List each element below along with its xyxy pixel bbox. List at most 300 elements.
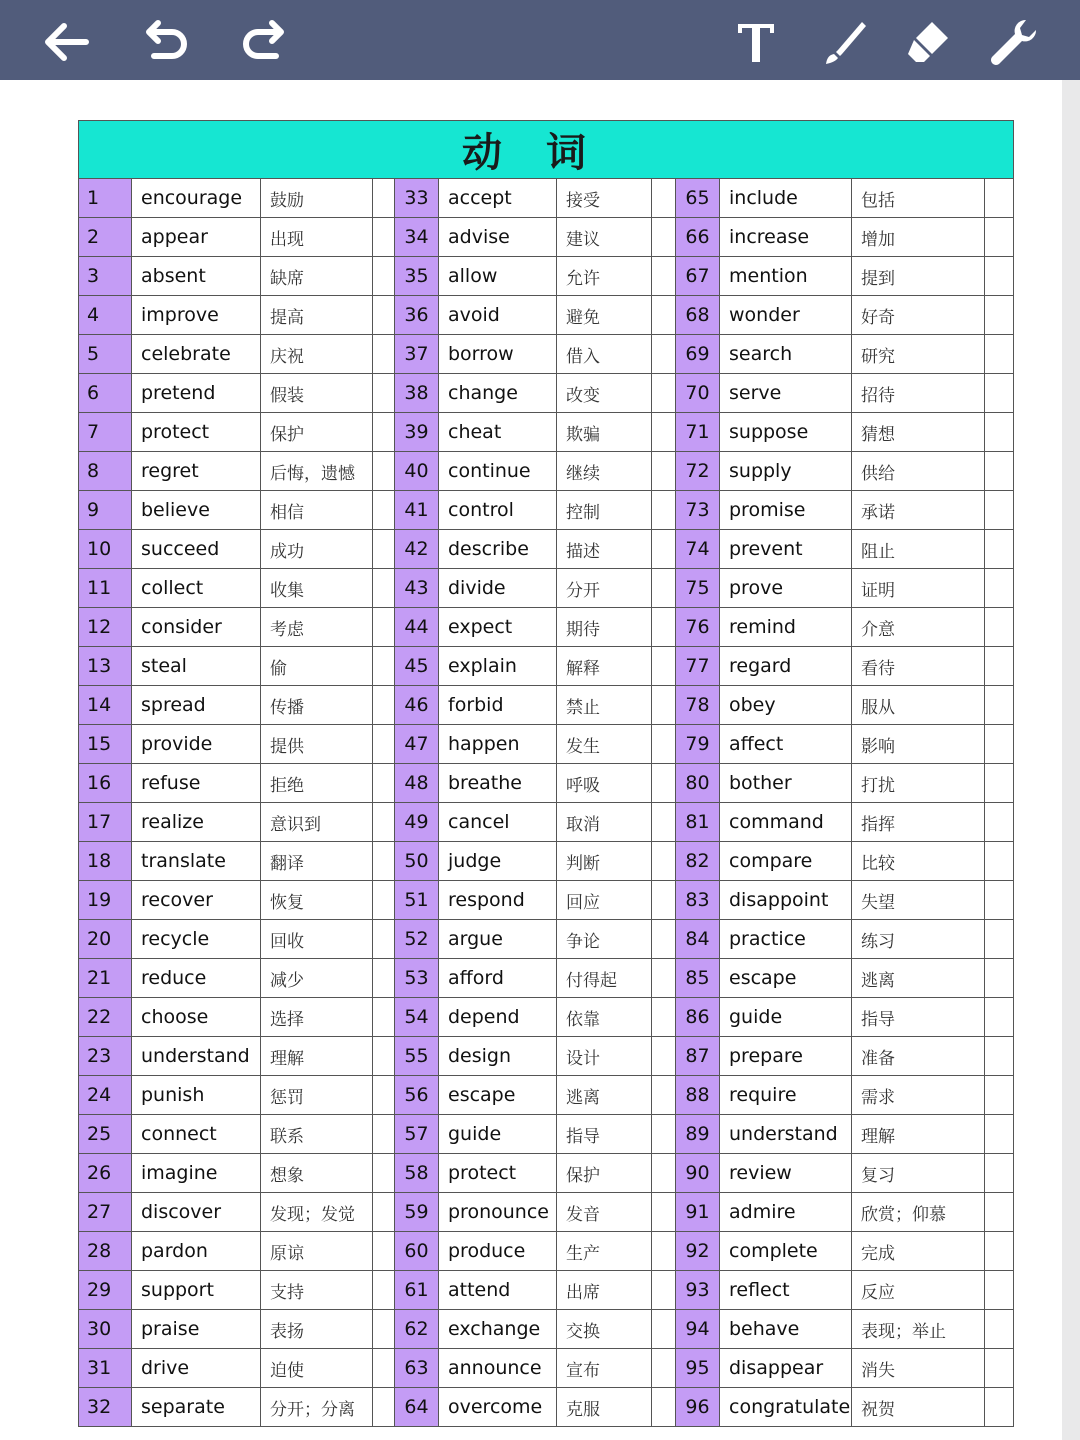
english-word: support xyxy=(132,1271,261,1310)
empty-cell xyxy=(985,1154,1014,1193)
chinese-meaning: 偷 xyxy=(261,647,373,686)
word-number: 4 xyxy=(79,296,132,335)
chinese-meaning: 期待 xyxy=(557,608,652,647)
word-number: 1 xyxy=(79,179,132,218)
chinese-meaning: 继续 xyxy=(557,452,652,491)
word-number: 74 xyxy=(676,530,720,569)
empty-cell xyxy=(985,608,1014,647)
chinese-meaning: 表现；举止 xyxy=(852,1310,985,1349)
word-number: 54 xyxy=(395,998,439,1037)
english-word: avoid xyxy=(439,296,557,335)
document-page xyxy=(0,80,1062,1440)
word-number: 72 xyxy=(676,452,720,491)
chinese-meaning: 指导 xyxy=(557,1115,652,1154)
english-word: remind xyxy=(720,608,852,647)
english-word: prevent xyxy=(720,530,852,569)
empty-cell xyxy=(373,998,395,1037)
chinese-meaning: 服从 xyxy=(852,686,985,725)
chinese-meaning: 发现；发觉 xyxy=(261,1193,373,1232)
empty-cell xyxy=(373,218,395,257)
table-row xyxy=(79,218,1014,257)
empty-cell xyxy=(373,1232,395,1271)
empty-cell xyxy=(373,1193,395,1232)
chinese-meaning: 改变 xyxy=(557,374,652,413)
empty-cell xyxy=(985,413,1014,452)
word-number: 40 xyxy=(395,452,439,491)
word-number: 36 xyxy=(395,296,439,335)
vocabulary-table xyxy=(78,120,1014,1427)
word-number: 12 xyxy=(79,608,132,647)
empty-cell xyxy=(985,1271,1014,1310)
chinese-meaning: 成功 xyxy=(261,530,373,569)
english-word: appear xyxy=(132,218,261,257)
chinese-meaning: 减少 xyxy=(261,959,373,998)
table-row xyxy=(79,491,1014,530)
undo-icon xyxy=(140,16,192,68)
empty-cell xyxy=(652,179,676,218)
table-row xyxy=(79,1037,1014,1076)
chinese-meaning: 增加 xyxy=(852,218,985,257)
empty-cell xyxy=(373,1349,395,1388)
english-word: require xyxy=(720,1076,852,1115)
word-number: 70 xyxy=(676,374,720,413)
word-number: 24 xyxy=(79,1076,132,1115)
table-row xyxy=(79,374,1014,413)
word-number: 73 xyxy=(676,491,720,530)
chinese-meaning: 比较 xyxy=(852,842,985,881)
chinese-meaning: 祝贺 xyxy=(852,1388,985,1427)
word-number: 57 xyxy=(395,1115,439,1154)
word-number: 2 xyxy=(79,218,132,257)
empty-cell xyxy=(985,881,1014,920)
empty-cell xyxy=(373,413,395,452)
empty-cell xyxy=(373,647,395,686)
redo-icon xyxy=(238,16,290,68)
table-row xyxy=(79,647,1014,686)
chinese-meaning: 好奇 xyxy=(852,296,985,335)
chinese-meaning: 选择 xyxy=(261,998,373,1037)
table-row xyxy=(79,1310,1014,1349)
word-number: 45 xyxy=(395,647,439,686)
english-word: protect xyxy=(132,413,261,452)
chinese-meaning: 相信 xyxy=(261,491,373,530)
table-row xyxy=(79,1154,1014,1193)
english-word: discover xyxy=(132,1193,261,1232)
chinese-meaning: 提到 xyxy=(852,257,985,296)
english-word: advise xyxy=(439,218,557,257)
empty-cell xyxy=(985,959,1014,998)
eraser-button[interactable] xyxy=(900,14,956,70)
english-word: praise xyxy=(132,1310,261,1349)
word-number: 61 xyxy=(395,1271,439,1310)
table-row xyxy=(79,179,1014,218)
english-word: realize xyxy=(132,803,261,842)
english-word: expect xyxy=(439,608,557,647)
empty-cell xyxy=(985,218,1014,257)
empty-cell xyxy=(985,335,1014,374)
english-word: produce xyxy=(439,1232,557,1271)
empty-cell xyxy=(652,1310,676,1349)
word-number: 47 xyxy=(395,725,439,764)
empty-cell xyxy=(652,569,676,608)
chinese-meaning: 控制 xyxy=(557,491,652,530)
empty-cell xyxy=(373,608,395,647)
empty-cell xyxy=(985,257,1014,296)
word-number: 66 xyxy=(676,218,720,257)
chinese-meaning: 避免 xyxy=(557,296,652,335)
table-row xyxy=(79,1232,1014,1271)
word-number: 34 xyxy=(395,218,439,257)
word-number: 19 xyxy=(79,881,132,920)
chinese-meaning: 介意 xyxy=(852,608,985,647)
chinese-meaning: 逃离 xyxy=(852,959,985,998)
word-number: 52 xyxy=(395,920,439,959)
word-number: 31 xyxy=(79,1349,132,1388)
empty-cell xyxy=(373,296,395,335)
table-row xyxy=(79,296,1014,335)
chinese-meaning: 迫使 xyxy=(261,1349,373,1388)
word-number: 41 xyxy=(395,491,439,530)
table-row xyxy=(79,686,1014,725)
chinese-meaning: 理解 xyxy=(261,1037,373,1076)
chinese-meaning: 打扰 xyxy=(852,764,985,803)
empty-cell xyxy=(985,569,1014,608)
word-number: 10 xyxy=(79,530,132,569)
table-row xyxy=(79,881,1014,920)
english-word: absent xyxy=(132,257,261,296)
chinese-meaning: 研究 xyxy=(852,335,985,374)
word-number: 86 xyxy=(676,998,720,1037)
empty-cell xyxy=(652,452,676,491)
settings-button[interactable] xyxy=(984,14,1040,70)
chinese-meaning: 描述 xyxy=(557,530,652,569)
table-row xyxy=(79,257,1014,296)
word-number: 78 xyxy=(676,686,720,725)
empty-cell xyxy=(373,842,395,881)
chinese-meaning: 承诺 xyxy=(852,491,985,530)
chinese-meaning: 影响 xyxy=(852,725,985,764)
english-word: recycle xyxy=(132,920,261,959)
word-number: 64 xyxy=(395,1388,439,1427)
english-word: steal xyxy=(132,647,261,686)
chinese-meaning: 拒绝 xyxy=(261,764,373,803)
english-word: disappear xyxy=(720,1349,852,1388)
chinese-meaning: 接受 xyxy=(557,179,652,218)
english-word: search xyxy=(720,335,852,374)
english-word: borrow xyxy=(439,335,557,374)
word-number: 3 xyxy=(79,257,132,296)
english-word: regard xyxy=(720,647,852,686)
word-number: 53 xyxy=(395,959,439,998)
table-row xyxy=(79,530,1014,569)
english-word: cheat xyxy=(439,413,557,452)
empty-cell xyxy=(652,413,676,452)
english-word: escape xyxy=(720,959,852,998)
table-row xyxy=(79,842,1014,881)
english-word: spread xyxy=(132,686,261,725)
chinese-meaning: 反应 xyxy=(852,1271,985,1310)
english-word: design xyxy=(439,1037,557,1076)
word-number: 89 xyxy=(676,1115,720,1154)
english-word: increase xyxy=(720,218,852,257)
english-word: describe xyxy=(439,530,557,569)
word-number: 20 xyxy=(79,920,132,959)
chinese-meaning: 消失 xyxy=(852,1349,985,1388)
chinese-meaning: 阻止 xyxy=(852,530,985,569)
chinese-meaning: 提高 xyxy=(261,296,373,335)
empty-cell xyxy=(373,530,395,569)
empty-cell xyxy=(652,647,676,686)
chinese-meaning: 呼吸 xyxy=(557,764,652,803)
word-number: 55 xyxy=(395,1037,439,1076)
english-word: bother xyxy=(720,764,852,803)
english-word: believe xyxy=(132,491,261,530)
empty-cell xyxy=(373,959,395,998)
chinese-meaning: 后悔，遗憾 xyxy=(261,452,373,491)
table-row xyxy=(79,452,1014,491)
chinese-meaning: 考虑 xyxy=(261,608,373,647)
settings-wrench-icon xyxy=(986,16,1038,68)
word-number: 90 xyxy=(676,1154,720,1193)
table-row xyxy=(79,803,1014,842)
empty-cell xyxy=(985,725,1014,764)
eraser-icon xyxy=(902,16,954,68)
word-number: 11 xyxy=(79,569,132,608)
word-number: 71 xyxy=(676,413,720,452)
empty-cell xyxy=(985,1193,1014,1232)
english-word: practice xyxy=(720,920,852,959)
word-number: 46 xyxy=(395,686,439,725)
chinese-meaning: 判断 xyxy=(557,842,652,881)
word-number: 63 xyxy=(395,1349,439,1388)
word-number: 16 xyxy=(79,764,132,803)
word-number: 83 xyxy=(676,881,720,920)
empty-cell xyxy=(985,1076,1014,1115)
table-row xyxy=(79,1271,1014,1310)
english-word: drive xyxy=(132,1349,261,1388)
word-number: 50 xyxy=(395,842,439,881)
word-number: 8 xyxy=(79,452,132,491)
chinese-meaning: 惩罚 xyxy=(261,1076,373,1115)
chinese-meaning: 练习 xyxy=(852,920,985,959)
word-number: 67 xyxy=(676,257,720,296)
empty-cell xyxy=(373,881,395,920)
english-word: accept xyxy=(439,179,557,218)
table-row xyxy=(79,569,1014,608)
empty-cell xyxy=(985,374,1014,413)
english-word: promise xyxy=(720,491,852,530)
empty-cell xyxy=(652,530,676,569)
chinese-meaning: 指导 xyxy=(852,998,985,1037)
english-word: protect xyxy=(439,1154,557,1193)
english-word: forbid xyxy=(439,686,557,725)
word-number: 13 xyxy=(79,647,132,686)
english-word: wonder xyxy=(720,296,852,335)
word-number: 91 xyxy=(676,1193,720,1232)
english-word: collect xyxy=(132,569,261,608)
word-number: 18 xyxy=(79,842,132,881)
english-word: review xyxy=(720,1154,852,1193)
word-number: 29 xyxy=(79,1271,132,1310)
empty-cell xyxy=(652,764,676,803)
english-word: prove xyxy=(720,569,852,608)
word-number: 69 xyxy=(676,335,720,374)
empty-cell xyxy=(652,1232,676,1271)
word-number: 43 xyxy=(395,569,439,608)
english-word: escape xyxy=(439,1076,557,1115)
text-tool-button[interactable] xyxy=(728,14,784,70)
word-number: 77 xyxy=(676,647,720,686)
word-number: 48 xyxy=(395,764,439,803)
empty-cell xyxy=(985,998,1014,1037)
chinese-meaning: 分开；分离 xyxy=(261,1388,373,1427)
table-row xyxy=(79,608,1014,647)
word-number: 92 xyxy=(676,1232,720,1271)
empty-cell xyxy=(373,1154,395,1193)
empty-cell xyxy=(652,1193,676,1232)
english-word: understand xyxy=(720,1115,852,1154)
english-word: recover xyxy=(132,881,261,920)
english-word: cancel xyxy=(439,803,557,842)
word-number: 80 xyxy=(676,764,720,803)
chinese-meaning: 庆祝 xyxy=(261,335,373,374)
empty-cell xyxy=(985,920,1014,959)
word-number: 60 xyxy=(395,1232,439,1271)
empty-cell xyxy=(985,491,1014,530)
empty-cell xyxy=(985,1037,1014,1076)
chinese-meaning: 假装 xyxy=(261,374,373,413)
word-number: 28 xyxy=(79,1232,132,1271)
empty-cell xyxy=(985,842,1014,881)
word-number: 65 xyxy=(676,179,720,218)
empty-cell xyxy=(373,725,395,764)
empty-cell xyxy=(373,335,395,374)
english-word: separate xyxy=(132,1388,261,1427)
empty-cell xyxy=(985,1310,1014,1349)
chinese-meaning: 设计 xyxy=(557,1037,652,1076)
chinese-meaning: 克服 xyxy=(557,1388,652,1427)
chinese-meaning: 分开 xyxy=(557,569,652,608)
english-word: overcome xyxy=(439,1388,557,1427)
english-word: celebrate xyxy=(132,335,261,374)
table-row xyxy=(79,998,1014,1037)
empty-cell xyxy=(373,686,395,725)
english-word: congratulate xyxy=(720,1388,852,1427)
english-word: judge xyxy=(439,842,557,881)
back-button[interactable] xyxy=(38,14,94,70)
word-number: 49 xyxy=(395,803,439,842)
table-row xyxy=(79,335,1014,374)
english-word: pardon xyxy=(132,1232,261,1271)
word-number: 7 xyxy=(79,413,132,452)
english-word: mention xyxy=(720,257,852,296)
empty-cell xyxy=(985,1349,1014,1388)
chinese-meaning: 交换 xyxy=(557,1310,652,1349)
english-word: behave xyxy=(720,1310,852,1349)
chinese-meaning: 表扬 xyxy=(261,1310,373,1349)
english-word: explain xyxy=(439,647,557,686)
brush-button[interactable] xyxy=(816,14,872,70)
chinese-meaning: 生产 xyxy=(557,1232,652,1271)
word-number: 59 xyxy=(395,1193,439,1232)
chinese-meaning: 证明 xyxy=(852,569,985,608)
chinese-meaning: 复习 xyxy=(852,1154,985,1193)
chinese-meaning: 提供 xyxy=(261,725,373,764)
empty-cell xyxy=(985,1232,1014,1271)
word-number: 87 xyxy=(676,1037,720,1076)
word-number: 58 xyxy=(395,1154,439,1193)
english-word: understand xyxy=(132,1037,261,1076)
english-word: punish xyxy=(132,1076,261,1115)
table-row xyxy=(79,959,1014,998)
text-tool-icon xyxy=(730,16,782,68)
empty-cell xyxy=(652,959,676,998)
word-number: 32 xyxy=(79,1388,132,1427)
table-row xyxy=(79,1388,1014,1427)
word-number: 37 xyxy=(395,335,439,374)
english-word: control xyxy=(439,491,557,530)
chinese-meaning: 出现 xyxy=(261,218,373,257)
english-word: reflect xyxy=(720,1271,852,1310)
english-word: compare xyxy=(720,842,852,881)
empty-cell xyxy=(652,1076,676,1115)
word-number: 27 xyxy=(79,1193,132,1232)
empty-cell xyxy=(373,764,395,803)
chinese-meaning: 鼓励 xyxy=(261,179,373,218)
chinese-meaning: 招待 xyxy=(852,374,985,413)
empty-cell xyxy=(652,803,676,842)
chinese-meaning: 回收 xyxy=(261,920,373,959)
empty-cell xyxy=(652,296,676,335)
chinese-meaning: 理解 xyxy=(852,1115,985,1154)
empty-cell xyxy=(373,257,395,296)
table-row xyxy=(79,764,1014,803)
empty-cell xyxy=(985,1115,1014,1154)
empty-cell xyxy=(652,491,676,530)
table-row xyxy=(79,1115,1014,1154)
word-number: 38 xyxy=(395,374,439,413)
english-word: happen xyxy=(439,725,557,764)
undo-button[interactable] xyxy=(138,14,194,70)
table-row xyxy=(79,920,1014,959)
toolbar xyxy=(0,0,1080,80)
word-number: 39 xyxy=(395,413,439,452)
redo-button[interactable] xyxy=(236,14,292,70)
chinese-meaning: 发生 xyxy=(557,725,652,764)
empty-cell xyxy=(373,1271,395,1310)
word-number: 93 xyxy=(676,1271,720,1310)
word-number: 17 xyxy=(79,803,132,842)
english-word: command xyxy=(720,803,852,842)
table-row xyxy=(79,1076,1014,1115)
chinese-meaning: 发音 xyxy=(557,1193,652,1232)
english-word: admire xyxy=(720,1193,852,1232)
chinese-meaning: 指挥 xyxy=(852,803,985,842)
english-word: improve xyxy=(132,296,261,335)
word-number: 82 xyxy=(676,842,720,881)
word-number: 85 xyxy=(676,959,720,998)
empty-cell xyxy=(652,842,676,881)
english-word: afford xyxy=(439,959,557,998)
empty-cell xyxy=(373,1037,395,1076)
english-word: refuse xyxy=(132,764,261,803)
chinese-meaning: 完成 xyxy=(852,1232,985,1271)
empty-cell xyxy=(652,1388,676,1427)
word-number: 95 xyxy=(676,1349,720,1388)
english-word: imagine xyxy=(132,1154,261,1193)
chinese-meaning: 宣布 xyxy=(557,1349,652,1388)
table-row xyxy=(79,1349,1014,1388)
